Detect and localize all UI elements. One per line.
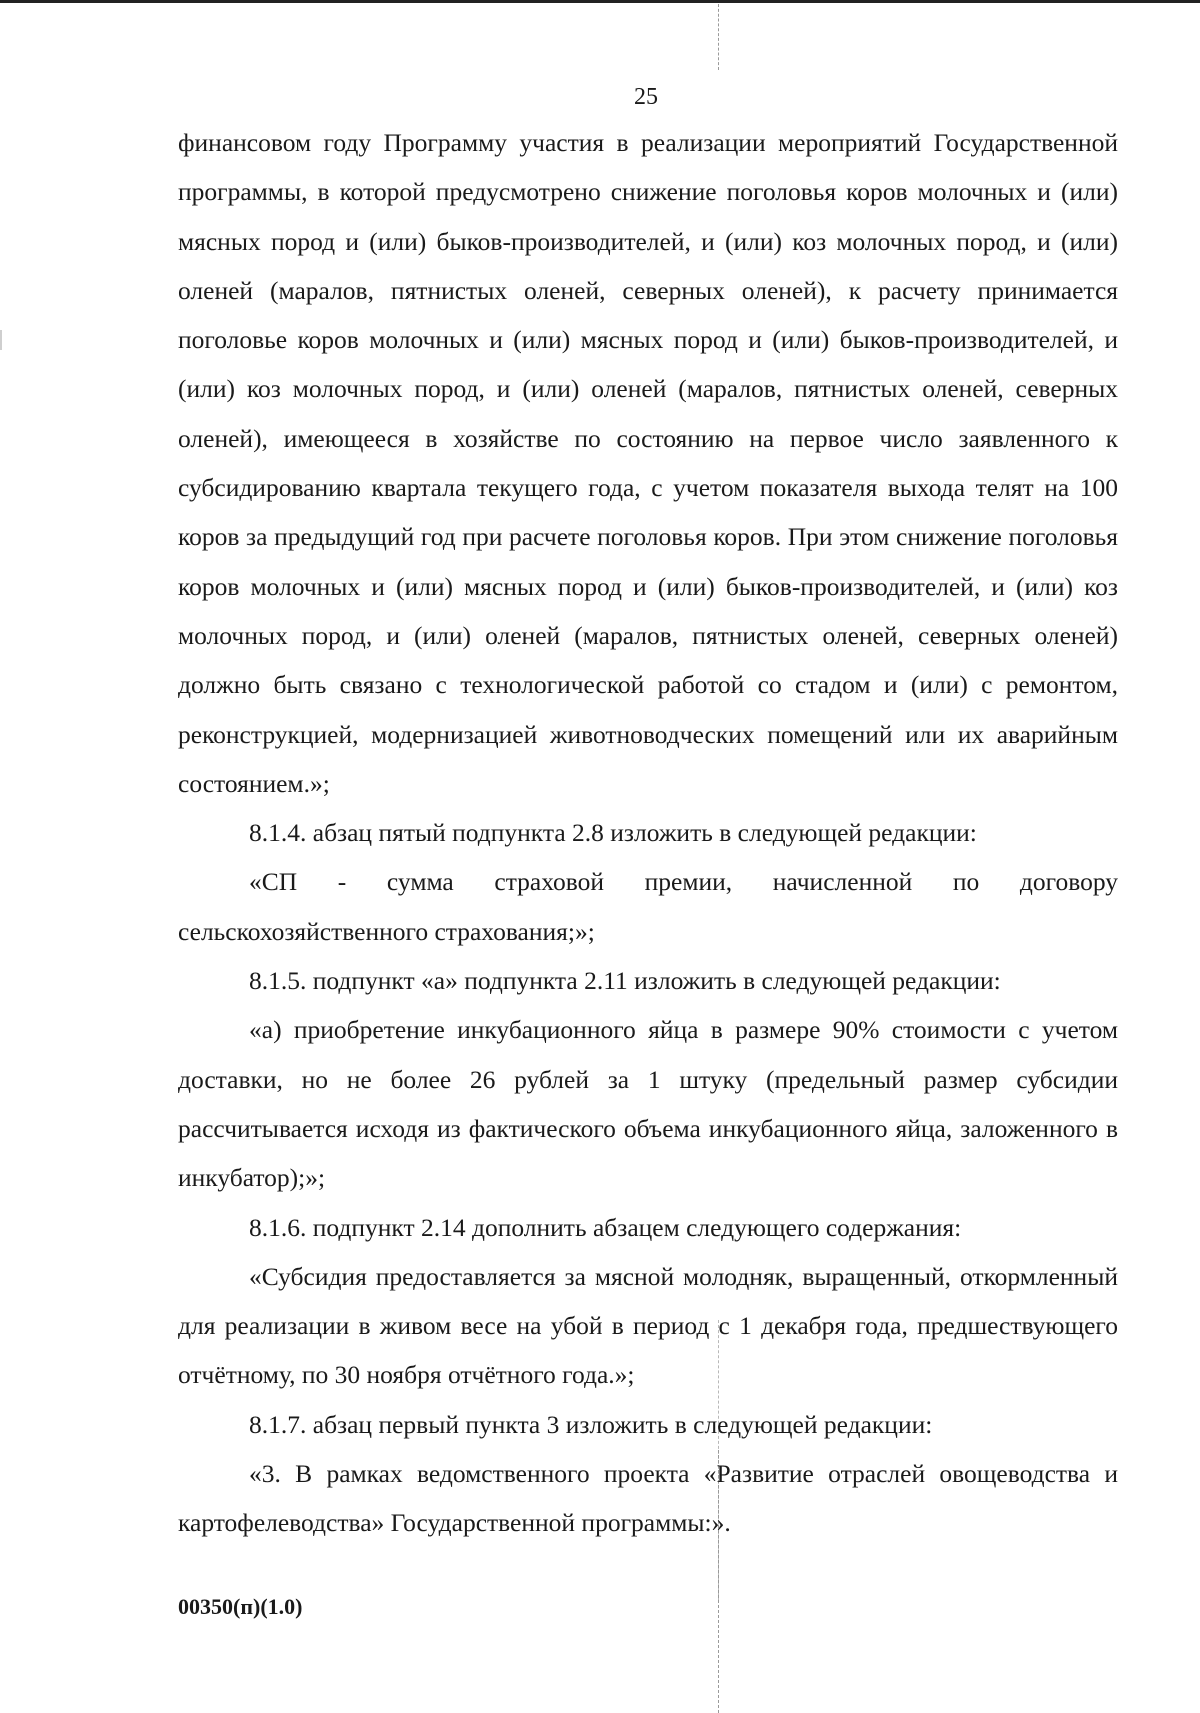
paragraph-continuation: финансовом году Программу участия в реализации мероприятий Государственной программы, в которой предусмотрено снижение поголовья коров молочных и (или) мясных пород и (или) быков-производителей, и (или) коз молочных пород, и (или) оленей (маралов, пятнистых оленей, северных оленей), к расчету принимается поголовье коров молочных и (или) мясных пород и (или) быков-производителей, и (или) коз молочных пород, и (или) оленей (маралов, пятнистых оленей, северных оленей), имеющееся в хозяйстве по состоянию на первое число заявленного к субсидированию квартала текущего года, с учетом показателя выхода телят на 100 коров за предыдущий год при расчете поголовья коров. При этом снижение поголовья коров молочных и (или) мясных пород и (или) быков-производителей, и (или) коз молочных пород, и (или) оленей (маралов, пятнистых оленей, северных оленей) должно быть связано с технологической работой со стадом и (или) с ремонтом, реконструкцией, модернизацией животноводческих помещений или их аварийным состоянием.»; [178, 128, 1118, 798]
fold-line-upper [718, 4, 719, 70]
document-code: 00350(п)(1.0) [178, 1594, 303, 1619]
document-body [178, 118, 1118, 1548]
paragraph-sp-definition: «СП - сумма страховой премии, начисленной по договору сельскохозяйственного страхования;»; [178, 867, 1118, 946]
scan-top-border [0, 0, 1200, 3]
paragraph-8-1-6: 8.1.6. подпункт 2.14 дополнить абзацем следующего содержания: [249, 1212, 962, 1242]
paragraph-8-1-5: 8.1.5. подпункт «а» подпункта 2.11 изложить в следующей редакции: [249, 966, 1001, 996]
paragraph-project-3: «3. В рамках ведомственного проекта «Развитие отраслей овощеводства и картофелеводства» Государственной программы:». [178, 1459, 1118, 1538]
page-number: 25 [634, 84, 658, 110]
paragraph-subsidy-young-stock: «Субсидия предоставляется за мясной молодняк, выращенный, откормленный для реализации в живом весе на убой в период с 1 декабря года, предшествующего отчётному, по 30 ноября отчётного года.»; [178, 1261, 1118, 1390]
paragraph-8-1-4: 8.1.4. абзац пятый подпункта 2.8 изложить в следующей редакции: [249, 818, 977, 848]
margin-mark [0, 330, 2, 350]
paragraph-8-1-7: 8.1.7. абзац первый пункта 3 изложить в следующей редакции: [249, 1409, 933, 1439]
paragraph-incubation-egg: «а) приобретение инкубационного яйца в размере 90% стоимости с учетом доставки, но не более 26 рублей за 1 штуку (предельный размер субсидии рассчитывается исходя из фактического объема инкубационного яйца, заложенного в инкубатор);»; [178, 1015, 1118, 1193]
